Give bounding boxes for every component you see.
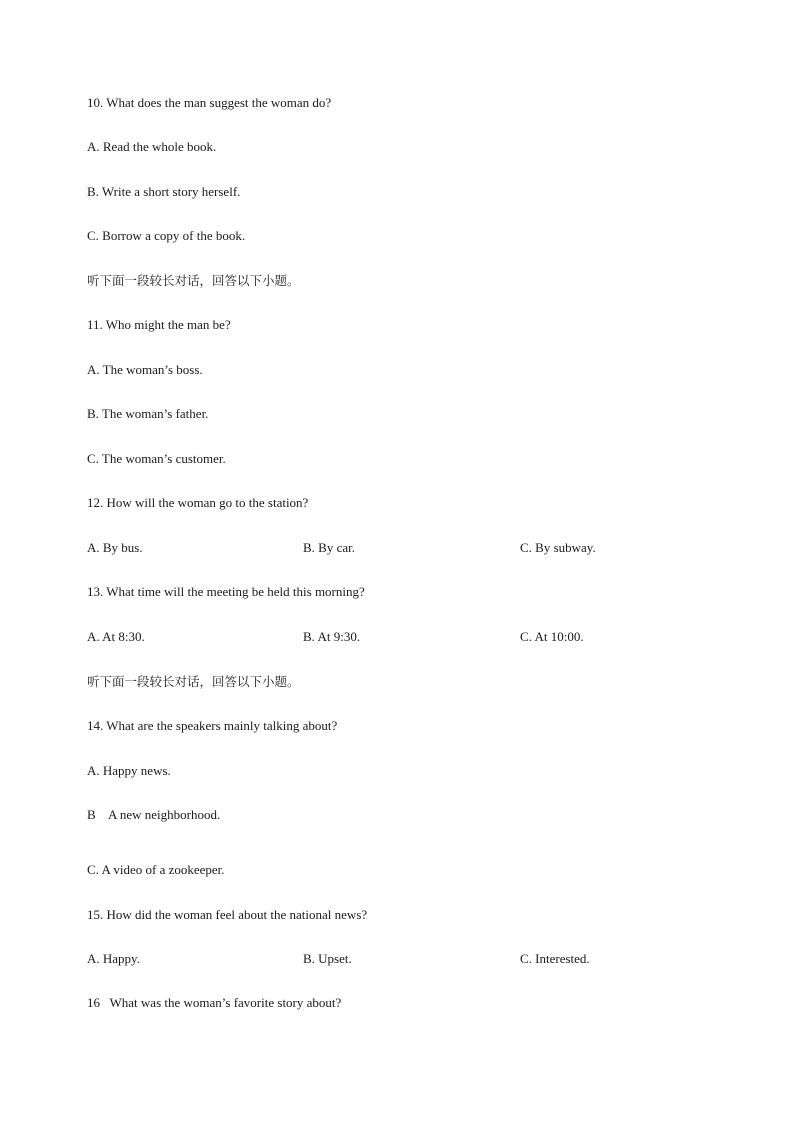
question-16: 16 What was the woman’s favorite story about?	[87, 995, 342, 1010]
question-14-option-a: A. Happy news.	[87, 763, 171, 778]
question-13-option-b: B. At 9:30.	[303, 629, 361, 644]
question-14-option-b: B A new neighborhood.	[87, 807, 221, 822]
question-13-options	[87, 629, 727, 645]
question-10-option-b: B. Write a short story herself.	[87, 184, 241, 199]
section-instruction: 听下面一段较长对话，回答以下小题。	[87, 674, 300, 689]
question-11: 11. Who might the man be?	[87, 317, 231, 332]
question-10-option-c: C. Borrow a copy of the book.	[87, 228, 246, 243]
question-14-option-c: C. A video of a zookeeper.	[87, 862, 225, 877]
question-12-option-a: A. By bus.	[87, 540, 143, 555]
section-instruction: 听下面一段较长对话，回答以下小题。	[87, 273, 300, 288]
question-11-option-c: C. The woman’s customer.	[87, 451, 226, 466]
question-15-option-c: C. Interested.	[520, 951, 590, 966]
question-10: 10. What does the man suggest the woman do?	[87, 95, 332, 110]
question-15: 15. How did the woman feel about the national news?	[87, 907, 368, 922]
question-12-options	[87, 540, 727, 556]
question-12-option-b: B. By car.	[303, 540, 355, 555]
question-12: 12. How will the woman go to the station?	[87, 495, 309, 510]
question-10-option-a: A. Read the whole book.	[87, 139, 217, 154]
question-12-option-c: C. By subway.	[520, 540, 596, 555]
question-11-option-b: B. The woman’s father.	[87, 406, 209, 421]
question-13-option-a: A. At 8:30.	[87, 629, 145, 644]
question-15-options	[87, 951, 727, 967]
question-14: 14. What are the speakers mainly talking about?	[87, 718, 338, 733]
question-13-option-c: C. At 10:00.	[520, 629, 584, 644]
question-13: 13. What time will the meeting be held this morning?	[87, 584, 365, 599]
question-15-option-b: B. Upset.	[303, 951, 352, 966]
question-11-option-a: A. The woman’s boss.	[87, 362, 203, 377]
question-15-option-a: A. Happy.	[87, 951, 140, 966]
